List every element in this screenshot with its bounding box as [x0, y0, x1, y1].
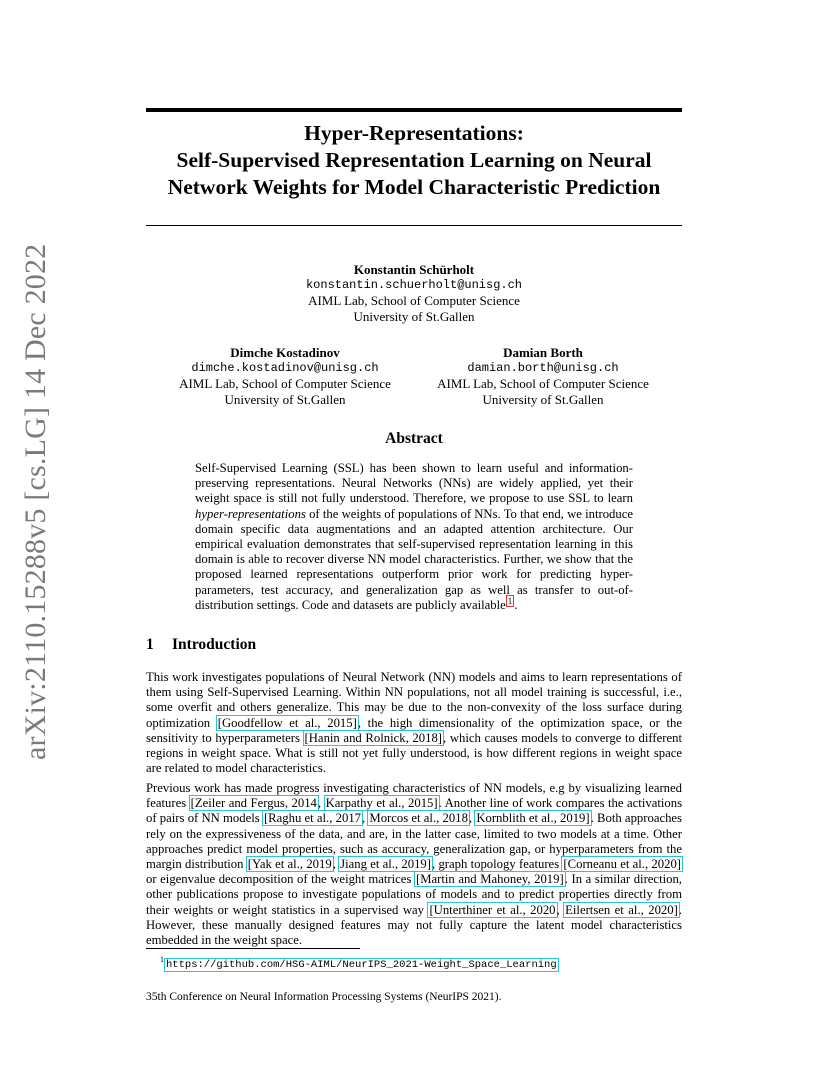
citation-link[interactable]: Kornblith et al., 2019]: [476, 811, 590, 826]
abstract-emphasis: hyper-representations: [195, 506, 306, 521]
paragraph-text: , which causes models to converge to different regions in weight space. What is still not yet fully understood, is how different regions in weight space are related to model characteristics.: [146, 730, 682, 776]
abstract-text-end: .: [514, 597, 518, 612]
author-university: University of St.Gallen: [224, 391, 346, 407]
citation-link[interactable]: Morcos et al., 2018: [369, 811, 468, 826]
author-block: [418, 345, 668, 407]
citation-link[interactable]: [Raghu et al., 2017: [263, 811, 362, 826]
title-rule-bottom: [146, 225, 682, 226]
paragraph-text: . In a similar direction, other publications propose to investigate populations of models and to predict properties directly from their weights or weight statistics in a supervised way: [146, 872, 682, 917]
citation-link[interactable]: [Zeiler and Fergus, 2014: [190, 796, 317, 811]
paragraph-text: or eigenvalue decomposition of the weight matrices: [146, 872, 415, 887]
citation-link[interactable]: Eilertsen et al., 2020]: [565, 902, 678, 917]
citation-link[interactable]: [Goodfellow et al., 2015]: [217, 715, 357, 730]
author-block: [160, 345, 410, 407]
paragraph-text: . However, these manually designed features may not fully capture the latent model characteristics embedded in the weight space.: [146, 902, 682, 948]
citation-link[interactable]: Karpathy et al., 2015]: [325, 796, 438, 811]
abstract-heading: Abstract: [385, 430, 443, 447]
footnote-reference-link[interactable]: 1: [507, 595, 513, 606]
paragraph-text: , the high dimensionality of the optimization space, or the sensitivity to hyperparameters: [146, 715, 683, 745]
section-number: 1: [146, 636, 154, 653]
citation-link[interactable]: [Corneanu et al., 2020]: [563, 857, 682, 872]
paper-title: [146, 120, 682, 201]
paragraph: [146, 670, 682, 776]
footnote: [160, 953, 559, 972]
footnote-url-link[interactable]: https://github.com/HSG-AIML/NeurIPS_2021-Weight_Space_Learning: [166, 958, 557, 971]
section-title: Introduction: [172, 636, 257, 653]
citation-link[interactable]: [Hanin and Rolnick, 2018]: [304, 730, 443, 745]
title-line-1: Hyper-Representations:: [304, 121, 524, 145]
author-name: Dimche Kostadinov: [230, 345, 340, 360]
footnote-number: 1: [160, 955, 164, 964]
citation-link[interactable]: Jiang et al., 2019]: [340, 857, 431, 872]
section-heading: [146, 636, 256, 654]
title-rule-top: [146, 108, 682, 112]
author-email[interactable]: damian.borth@unisg.ch: [467, 360, 619, 375]
abstract-text-part: Self-Supervised Learning (SSL) has been shown to learn useful and information-preserving representations. Neural Networks (NNs) are widely applied, yet their weight space is still not fully understood. Therefore, we propose to use SSL to learn: [195, 461, 633, 506]
title-line-3: Network Weights for Model Characteristic Prediction: [167, 175, 661, 199]
author-email[interactable]: dimche.kostadinov@unisg.ch: [191, 360, 379, 375]
author-affiliation: AIML Lab, School of Computer Science: [437, 376, 649, 391]
citation-link[interactable]: [Martin and Mahoney, 2019]: [415, 872, 564, 887]
paragraph-text: . Both approaches rely on the expressiveness of the data, and are, in the latter case, limited to two models at a time. Other approaches predict model properties, such as accuracy, generalization gap, or hyperparameters from the margin distribution: [146, 811, 682, 872]
title-line-2: Self-Supervised Representation Learning on Neural: [176, 148, 652, 172]
citation-link[interactable]: [Unterthiner et al., 2020: [429, 902, 556, 917]
abstract-text-part: of the weights of populations of NNs. To that end, we introduce domain specific data augmentations and an adapted attention architecture. Our empirical evaluation demonstrates that self-supervised representation learning in this domain is able to recover diverse NN model characteristics. Further, we show that the proposed learned representations outperform prior work for predicting hyper-parameters, test accuracy, and generalization gap as well as transfer to out-of-distribution settings. Code and datasets are publicly available: [195, 506, 633, 612]
paragraph-text: . Another line of work compares the activations of pairs of NN models: [146, 796, 683, 826]
venue-note: 35th Conference on Neural Information Processing Systems (NeurIPS 2021).: [146, 991, 502, 1003]
arxiv-identifier: arXiv:2110.15288v5 [cs.LG] 14 Dec 2022: [19, 243, 52, 760]
paragraph-text: , graph topology features: [432, 857, 563, 872]
author-affiliation: AIML Lab, School of Computer Science: [179, 376, 391, 391]
author-name: Damian Borth: [503, 345, 583, 360]
paragraph-text: Previous work has made progress investigating characteristics of NN models, e.g by visualizing learned features: [146, 781, 682, 811]
author-name: Konstantin Schürholt: [353, 262, 475, 277]
author-university: University of St.Gallen: [482, 391, 604, 407]
paragraph-text: This work investigates populations of Neural Network (NN) models and aims to learn representations of them using Self-Supervised Learning. Within NN populations, not all model training is successful, i.e., some overfit and others generalize. This may be due to the non-convexity of the loss surface during optimization: [146, 670, 682, 730]
abstract-text: [195, 461, 633, 613]
author-email[interactable]: konstantin.schuerholt@unisg.ch: [305, 277, 523, 292]
paragraph: Previous work has made progress investigating characteristics of NN models, e.g by visualizing learned features [Zeiler and Fergus, 2014, Karpathy et al., 2015]. Another line of work compares the activations of pairs of NN models [Raghu et al., 2017, Morcos et al., 2018, Kornblith et al., 2019]. Both approaches rely on the expressiveness of the data, and are, in the latter case, limited to two models at a time. Other approaches predict model properties, such as accuracy, generalization gap, or hyperparameters from the margin distribution [Yak et al., 2019, Jiang et al., 2019], graph topology features [Corneanu et al., 2020] or eigenvalue decomposition of the weight matrices [Martin and Mahoney, 2019]. In a similar direction, other publications propose to investigate populations of models and to predict properties directly from their weights or weight statistics in a supervised way [Unterthiner et al., 2020, Eilertsen et al., 2020]. However, these manually designed features may not fully capture the latent model characteristics embedded in the weight space.: [146, 781, 683, 948]
citation-link[interactable]: [Yak et al., 2019: [247, 857, 332, 872]
footnote-rule: [146, 948, 360, 949]
author-block: [264, 262, 564, 324]
author-university: University of St.Gallen: [353, 308, 475, 324]
author-affiliation: AIML Lab, School of Computer Science: [308, 293, 520, 308]
